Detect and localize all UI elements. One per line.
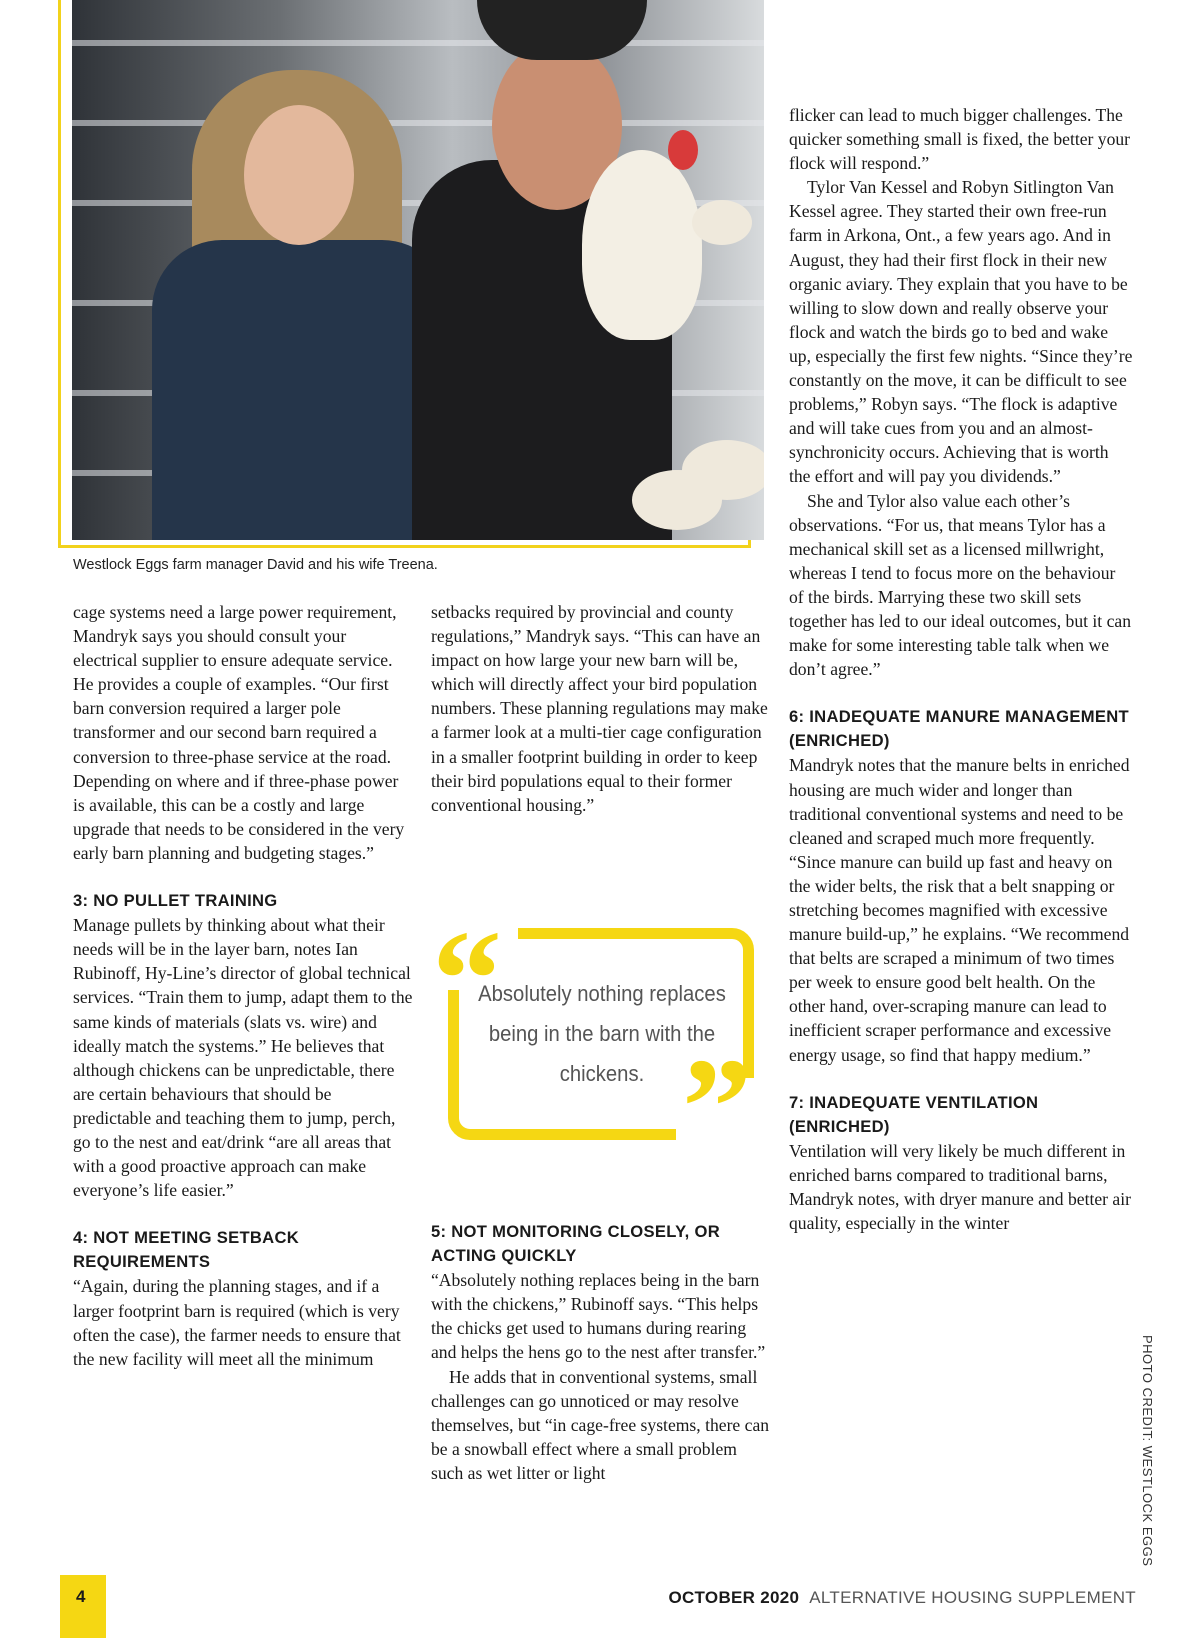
paragraph: setbacks required by provincial and county regulations,” Mandryk says. “This can have an impact on how large your new barn will be, which will directly affect your bird population numbers. These planning regulations may make a farmer look at a multi-tier cage configuration in a smaller footprint building in order to keep their bird populations equal to their former conventional housing.”: [431, 602, 768, 815]
publication-name: ALTERNATIVE HOUSING SUPPLEMENT: [809, 1588, 1136, 1607]
paragraph: cage systems need a large power requirement, Mandryk says you should consult your electrical supplier to ensure adequate service. He provides a couple of examples. “Our first barn conversion required a larger pole transformer and our second barn required a conversion to three-phase service at the road. Depending on where and if three-phase power is available, this can be a costly and large upgrade that needs to be considered in the very early barn planning and budgeting stages.”: [73, 602, 405, 863]
close-quote-icon: ”: [682, 1030, 752, 1185]
photo-caption: Westlock Eggs farm manager David and his wife Treena.: [73, 557, 438, 573]
paragraph: flicker can lead to much bigger challenges. The quicker something small is fixed, the better your flock will respond.”: [789, 105, 1131, 174]
section-heading: 3: NO PULLET TRAINING: [73, 891, 278, 911]
open-quote-icon: “: [432, 902, 502, 1057]
pull-quote: [430, 902, 760, 1185]
page-number-tab: [60, 1575, 106, 1638]
paragraph: Tylor Van Kessel and Robyn Sitlington Van Kessel agree. They started their own free-run farm in Arkona, Ont., a few years ago. And in August, they had their first flock in their new organic aviary. They explain that you have to be willing to slow down and really observe your flock and watch the birds go to bed and wake up, especially the first few nights. “Since they’re constantly on the move, it can be difficult to see problems,” Robyn says. “The flock is adaptive and will take cues from you and an almost-synchronicity occurs. Achieving that is worth the effort and will pay you dividends.”: [789, 177, 1133, 487]
paragraph: Mandryk notes that the manure belts in enriched housing are much wider and longer than traditional conventional systems and need to be cleaned and scraped much more frequently. “Since manure can build up fast and heavy on the wider belts, the risk that a belt snapping or stretching becomes magnified with excessive manure build-up,” he explains. “We recommend that belts are scraped a minimum of two times per week to ensure good belt health. On the other hand, over-scraping manure can lead to inefficient scraper performance and excessive energy usage, so find that happy medium.”: [789, 755, 1130, 1065]
chicken-image: [582, 150, 702, 340]
paragraph: “Again, during the planning stages, and if a larger footprint barn is required (which is very often the case), the farmer needs to ensure that the new facility will meet all the minimum: [73, 1276, 401, 1369]
paragraph: She and Tylor also value each other’s observations. “For us, that means Tylor has a mechanical skill set as a licensed millwright, whereas I tend to focus more on the behaviour of the birds. Marrying these two skill sets together has led to our ideal outcomes, but it can make for some interesting table talk when we don’t agree.”: [789, 490, 1132, 680]
section-heading: 7: INADEQUATE VENTILATION (ENRICHED): [789, 1092, 1039, 1136]
section-heading: 4: NOT MEETING SETBACK REQUIREMENTS: [73, 1228, 300, 1272]
page-number: 4: [76, 1587, 86, 1606]
section-heading: 5: NOT MONITORING CLOSELY, OR ACTING QUICKLY: [431, 1222, 720, 1266]
pull-quote-text: Absolutely nothing replaces being in the barn with the chickens.: [478, 981, 726, 1086]
paragraph: Manage pullets by thinking about what their needs will be in the layer barn, notes Ian Rubinoff, Hy-Line’s director of global technical services. “Train them to jump, adapt them to the same kinds of materials (slats vs. wire) and ideally match the systems.” He believes that although chickens can be unpredictable, there are certain behaviours that should be predictable and teaching them to jump, perch, go to the nest and eat/drink “are all areas that with a good proactive approach can make everyone’s life easier.”: [73, 915, 413, 1201]
footer: [668, 1588, 1136, 1608]
paragraph: “Absolutely nothing replaces being in the barn with the chickens,” Rubinoff says. “This helps the chicks get used to humans during rearing and helps the hens go to the nest after transfer.”: [431, 1270, 766, 1363]
paragraph: Ventilation will very likely be much different in enriched barns compared to traditional barns, Mandryk notes, with dryer manure and better air quality, especially in the winter: [789, 1140, 1131, 1234]
article-column-2-lower: [431, 1220, 771, 1485]
paragraph: He adds that in conventional systems, small challenges can go unnoticed or may resolve themselves, but “in cage-free systems, there can be a snowball effect where a small problem such as wet litter or light: [431, 1366, 770, 1483]
article-column-1: [73, 600, 413, 1371]
farm-photo: [72, 0, 764, 540]
article-column-2: [431, 600, 771, 817]
issue-date: OCTOBER 2020: [668, 1588, 800, 1607]
article-column-3: [789, 103, 1134, 1235]
section-heading: 6: INADEQUATE MANURE MANAGEMENT (ENRICHED): [789, 707, 1129, 751]
photo-credit: PHOTO CREDIT: WESTLOCK EGGS: [1140, 1335, 1155, 1567]
